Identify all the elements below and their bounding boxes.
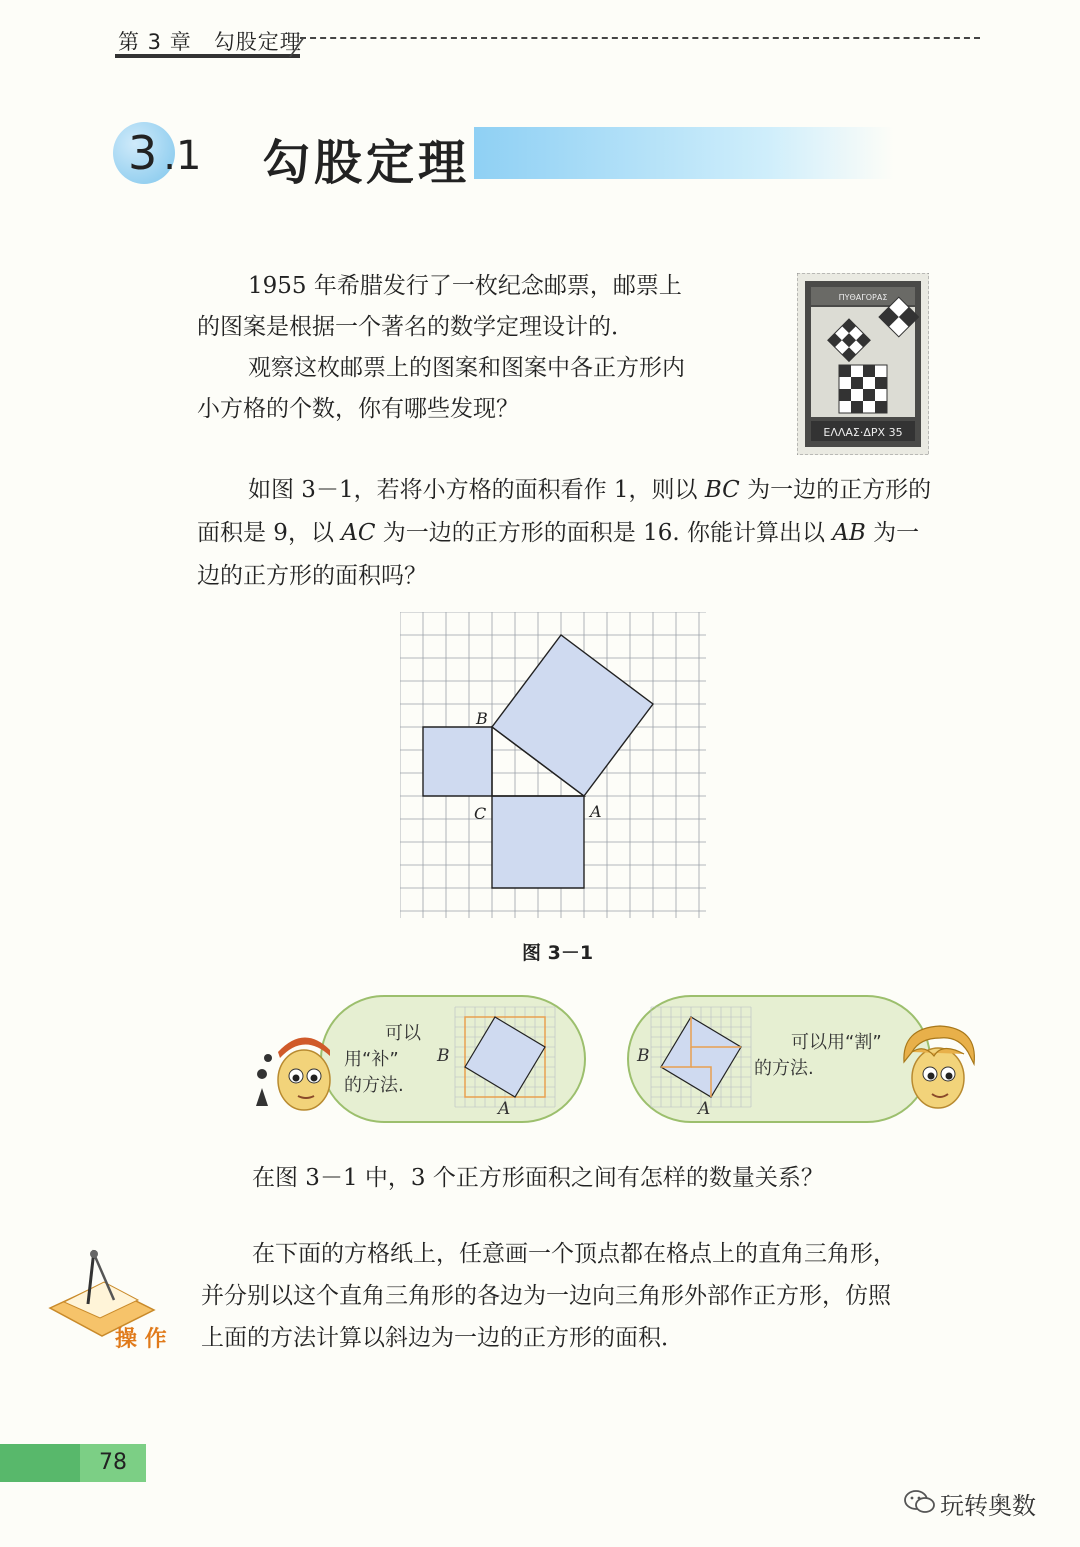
square-ab: [492, 635, 653, 796]
header-underline: [115, 54, 300, 58]
relation-question: 在图 3－1 中，3 个正方形面积之间有怎样的数量关系？: [252, 1165, 824, 1191]
hint-right-diagram: [650, 1006, 752, 1108]
operation-line-3: 上面的方法计算以斜边为一边的正方形的面积．: [201, 1325, 684, 1351]
section-number: 3 .1: [128, 126, 202, 180]
hint-left-label-b: B: [437, 1046, 450, 1066]
header-dashed-line: [300, 37, 980, 39]
hint-right-line-2: 的方法.: [754, 1058, 814, 1079]
figure-squares: [423, 635, 653, 888]
page-number: 78: [80, 1444, 146, 1482]
square-ac: [492, 796, 584, 888]
figure-label-b: B: [476, 709, 488, 728]
greek-stamp-image: [797, 273, 929, 455]
operation-tag: 操 作: [115, 1327, 167, 1352]
section-title-bar: [474, 127, 894, 179]
figure-3-1: [400, 612, 706, 918]
watermark-text: 玩转奥数: [940, 1492, 1036, 1520]
hint-left-line-3: 的方法.: [344, 1075, 404, 1096]
operation-line-2: 并分别以这个直角三角形的各边为一边向三角形外部作正方形，仿照: [201, 1283, 891, 1309]
stamp-bottom-text: ΕΛΛΑΣ·ΔΡΧ 35: [823, 426, 903, 439]
intro-line-2: 的图案是根据一个著名的数学定理设计的．: [197, 314, 634, 340]
question-line-1: 如图 3－1，若将小方格的面积看作 1，则以 BC 为一边的正方形的: [248, 477, 932, 503]
operation-line-1: 在下面的方格纸上，任意画一个顶点都在格点上的直角三角形，: [252, 1241, 896, 1267]
hint-left-tilted-square: [465, 1017, 545, 1097]
hint-left-label-a: A: [498, 1099, 511, 1119]
stamp-square-bottom: [839, 365, 887, 413]
thinking-boy-character: [248, 1024, 334, 1114]
figure-label-a: A: [590, 802, 602, 821]
square-bc: [423, 727, 492, 796]
question-line-2: 面积是 9，以 AC 为一边的正方形的面积是 16. 你能计算出以 AB 为一: [197, 520, 920, 546]
hint-right-tilted-square: [661, 1017, 741, 1097]
section-title: 勾股定理: [262, 135, 471, 191]
intro-line-1: 1955 年希腊发行了一枚纪念邮票，邮票上: [248, 273, 682, 299]
figure-caption: 图 3－1: [522, 942, 594, 964]
hint-left-line-2: 用“补”: [344, 1049, 399, 1070]
hint-right-label-b: B: [637, 1046, 650, 1066]
intro-line-3: 观察这枚邮票上的图案和图案中各正方形内: [248, 355, 685, 381]
stamp-top-text: ΠΥΘΑΓΟΡΑΣ: [838, 293, 888, 302]
intro-line-4: 小方格的个数，你有哪些发现？: [197, 396, 519, 422]
hint-right-line-1: 可以用“割”: [791, 1032, 882, 1053]
hint-right-label-a: A: [698, 1099, 711, 1119]
wechat-icon: [904, 1489, 936, 1515]
page-number-bar: [0, 1444, 80, 1482]
figure-label-c: C: [474, 804, 487, 823]
hint-left-diagram: [454, 1006, 556, 1108]
girl-character: [898, 1022, 980, 1116]
hint-left-line-1: 可以: [385, 1023, 421, 1044]
question-line-3: 边的正方形的面积吗？: [197, 563, 427, 589]
chapter-header: 第 3 章 勾股定理: [118, 30, 302, 54]
